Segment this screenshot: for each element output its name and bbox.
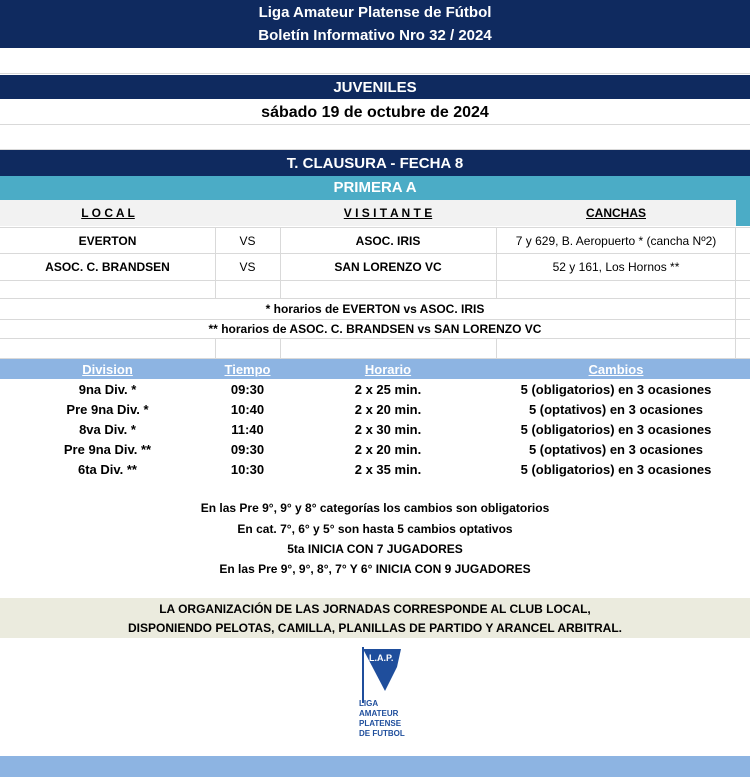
page-header — [0, 0, 750, 48]
league-title: Liga Amateur Platense de Fútbol — [258, 4, 492, 21]
substitutions: 5 (optativos) en 3 ocasiones — [528, 441, 704, 457]
kickoff-time: 09:30 — [230, 381, 265, 397]
logo-line: PLATENSE — [359, 719, 402, 728]
venue: 52 y 161, Los Hornos ** — [552, 260, 680, 274]
date-text: sábado 19 de octubre de 2024 — [261, 104, 489, 121]
organization-notice — [0, 598, 750, 638]
schedule-row — [0, 459, 750, 479]
local-team: EVERTON — [78, 233, 137, 248]
local-team: ASOC. C. BRANDSEN — [45, 260, 170, 274]
note-text: ** horarios de ASOC. C. BRANDSEN vs SAN LORENZO VC — [208, 322, 542, 336]
organization-line: DISPONIENDO PELOTAS, CAMILLA, PLANILLAS DE PARTIDO Y ARANCEL ARBITRAL. — [127, 621, 622, 635]
venue: 7 y 629, B. Aeropuerto * (cancha Nº2) — [515, 233, 717, 248]
vs-label: VS — [239, 260, 256, 274]
flag-text: L.A.P. — [369, 653, 394, 663]
fixture-row — [0, 227, 750, 254]
division-name: Pre 9na Div. * — [66, 401, 149, 417]
division-title: PRIMERA A — [333, 179, 417, 196]
logo-line: LIGA — [359, 699, 379, 708]
schedule-row — [0, 379, 750, 399]
logo-wordmark — [359, 699, 405, 739]
substitutions: 5 (obligatorios) en 3 ocasiones — [520, 461, 712, 477]
kickoff-time: 11:40 — [231, 421, 264, 437]
match-duration: 2 x 20 min. — [354, 441, 422, 457]
logo-line: DE FUTBOL — [359, 729, 405, 738]
substitutions: 5 (optativos) en 3 ocasiones — [528, 401, 704, 417]
fixture-row — [0, 254, 750, 281]
match-duration: 2 x 25 min. — [354, 381, 422, 397]
league-logo — [355, 645, 425, 745]
rule-line: En las Pre 9°, 9°, 8°, 7° Y 6° INICIA CON 9 JUGADORES — [219, 562, 531, 576]
spacer-row — [0, 48, 750, 74]
schedule-row — [0, 419, 750, 439]
division-banner — [0, 176, 750, 200]
changes-column-header: Cambios — [588, 361, 644, 377]
match-duration: 2 x 35 min. — [354, 461, 422, 477]
schedule-column-header: Horario — [364, 361, 412, 377]
visitor-team: SAN LORENZO VC — [334, 260, 442, 274]
spacer-row — [0, 281, 750, 299]
rules-block — [0, 498, 750, 579]
division-name: 8va Div. * — [79, 421, 136, 437]
tournament-title: T. CLAUSURA - FECHA 8 — [286, 155, 464, 172]
visitor-header: V I S I T A N T E — [343, 206, 433, 220]
category-title: JUVENILES — [333, 79, 417, 96]
match-date — [0, 99, 750, 125]
kickoff-time: 10:30 — [230, 461, 265, 477]
match-duration: 2 x 20 min. — [354, 401, 422, 417]
note-text: * horarios de EVERTON vs ASOC. IRIS — [265, 302, 485, 316]
rule-line: En las Pre 9°, 9° y 8° categorías los cambios son obligatorios — [200, 501, 550, 515]
logo-line: AMATEUR — [359, 709, 399, 718]
bulletin-title: Boletín Informativo Nro 32 / 2024 — [258, 27, 492, 44]
local-header: L O C A L — [81, 206, 135, 220]
kickoff-time: 09:30 — [230, 441, 265, 457]
time-column-header: Tiempo — [224, 361, 271, 377]
schedule-header — [0, 359, 750, 379]
vs-label: VS — [239, 233, 256, 248]
organization-line: LA ORGANIZACIÓN DE LAS JORNADAS CORRESPONDE AL CLUB LOCAL, — [159, 602, 591, 616]
match-duration: 2 x 30 min. — [354, 421, 422, 437]
rule-line: En cat. 7°, 6° y 5° son hasta 5 cambios optativos — [237, 522, 513, 536]
substitutions: 5 (obligatorios) en 3 ocasiones — [520, 381, 712, 397]
fixtures-header — [0, 200, 750, 226]
visitor-team: ASOC. IRIS — [355, 233, 421, 248]
division-name: 6ta Div. ** — [77, 461, 137, 477]
substitutions: 5 (obligatorios) en 3 ocasiones — [520, 421, 712, 437]
kickoff-time: 10:40 — [230, 401, 265, 417]
bottom-band — [0, 756, 750, 777]
division-column-header: Division — [82, 361, 133, 377]
category-banner — [0, 75, 750, 99]
schedule-note — [0, 299, 750, 320]
schedule-note — [0, 320, 750, 339]
venue-header: CANCHAS — [586, 206, 646, 220]
tournament-banner — [0, 150, 750, 176]
division-name: 9na Div. * — [78, 381, 137, 397]
division-name: Pre 9na Div. ** — [63, 441, 152, 457]
schedule-row — [0, 399, 750, 419]
schedule-row — [0, 439, 750, 459]
spacer-row — [0, 339, 750, 359]
spacer-row — [0, 125, 750, 150]
rule-line: 5ta INICIA CON 7 JUGADORES — [287, 542, 463, 556]
